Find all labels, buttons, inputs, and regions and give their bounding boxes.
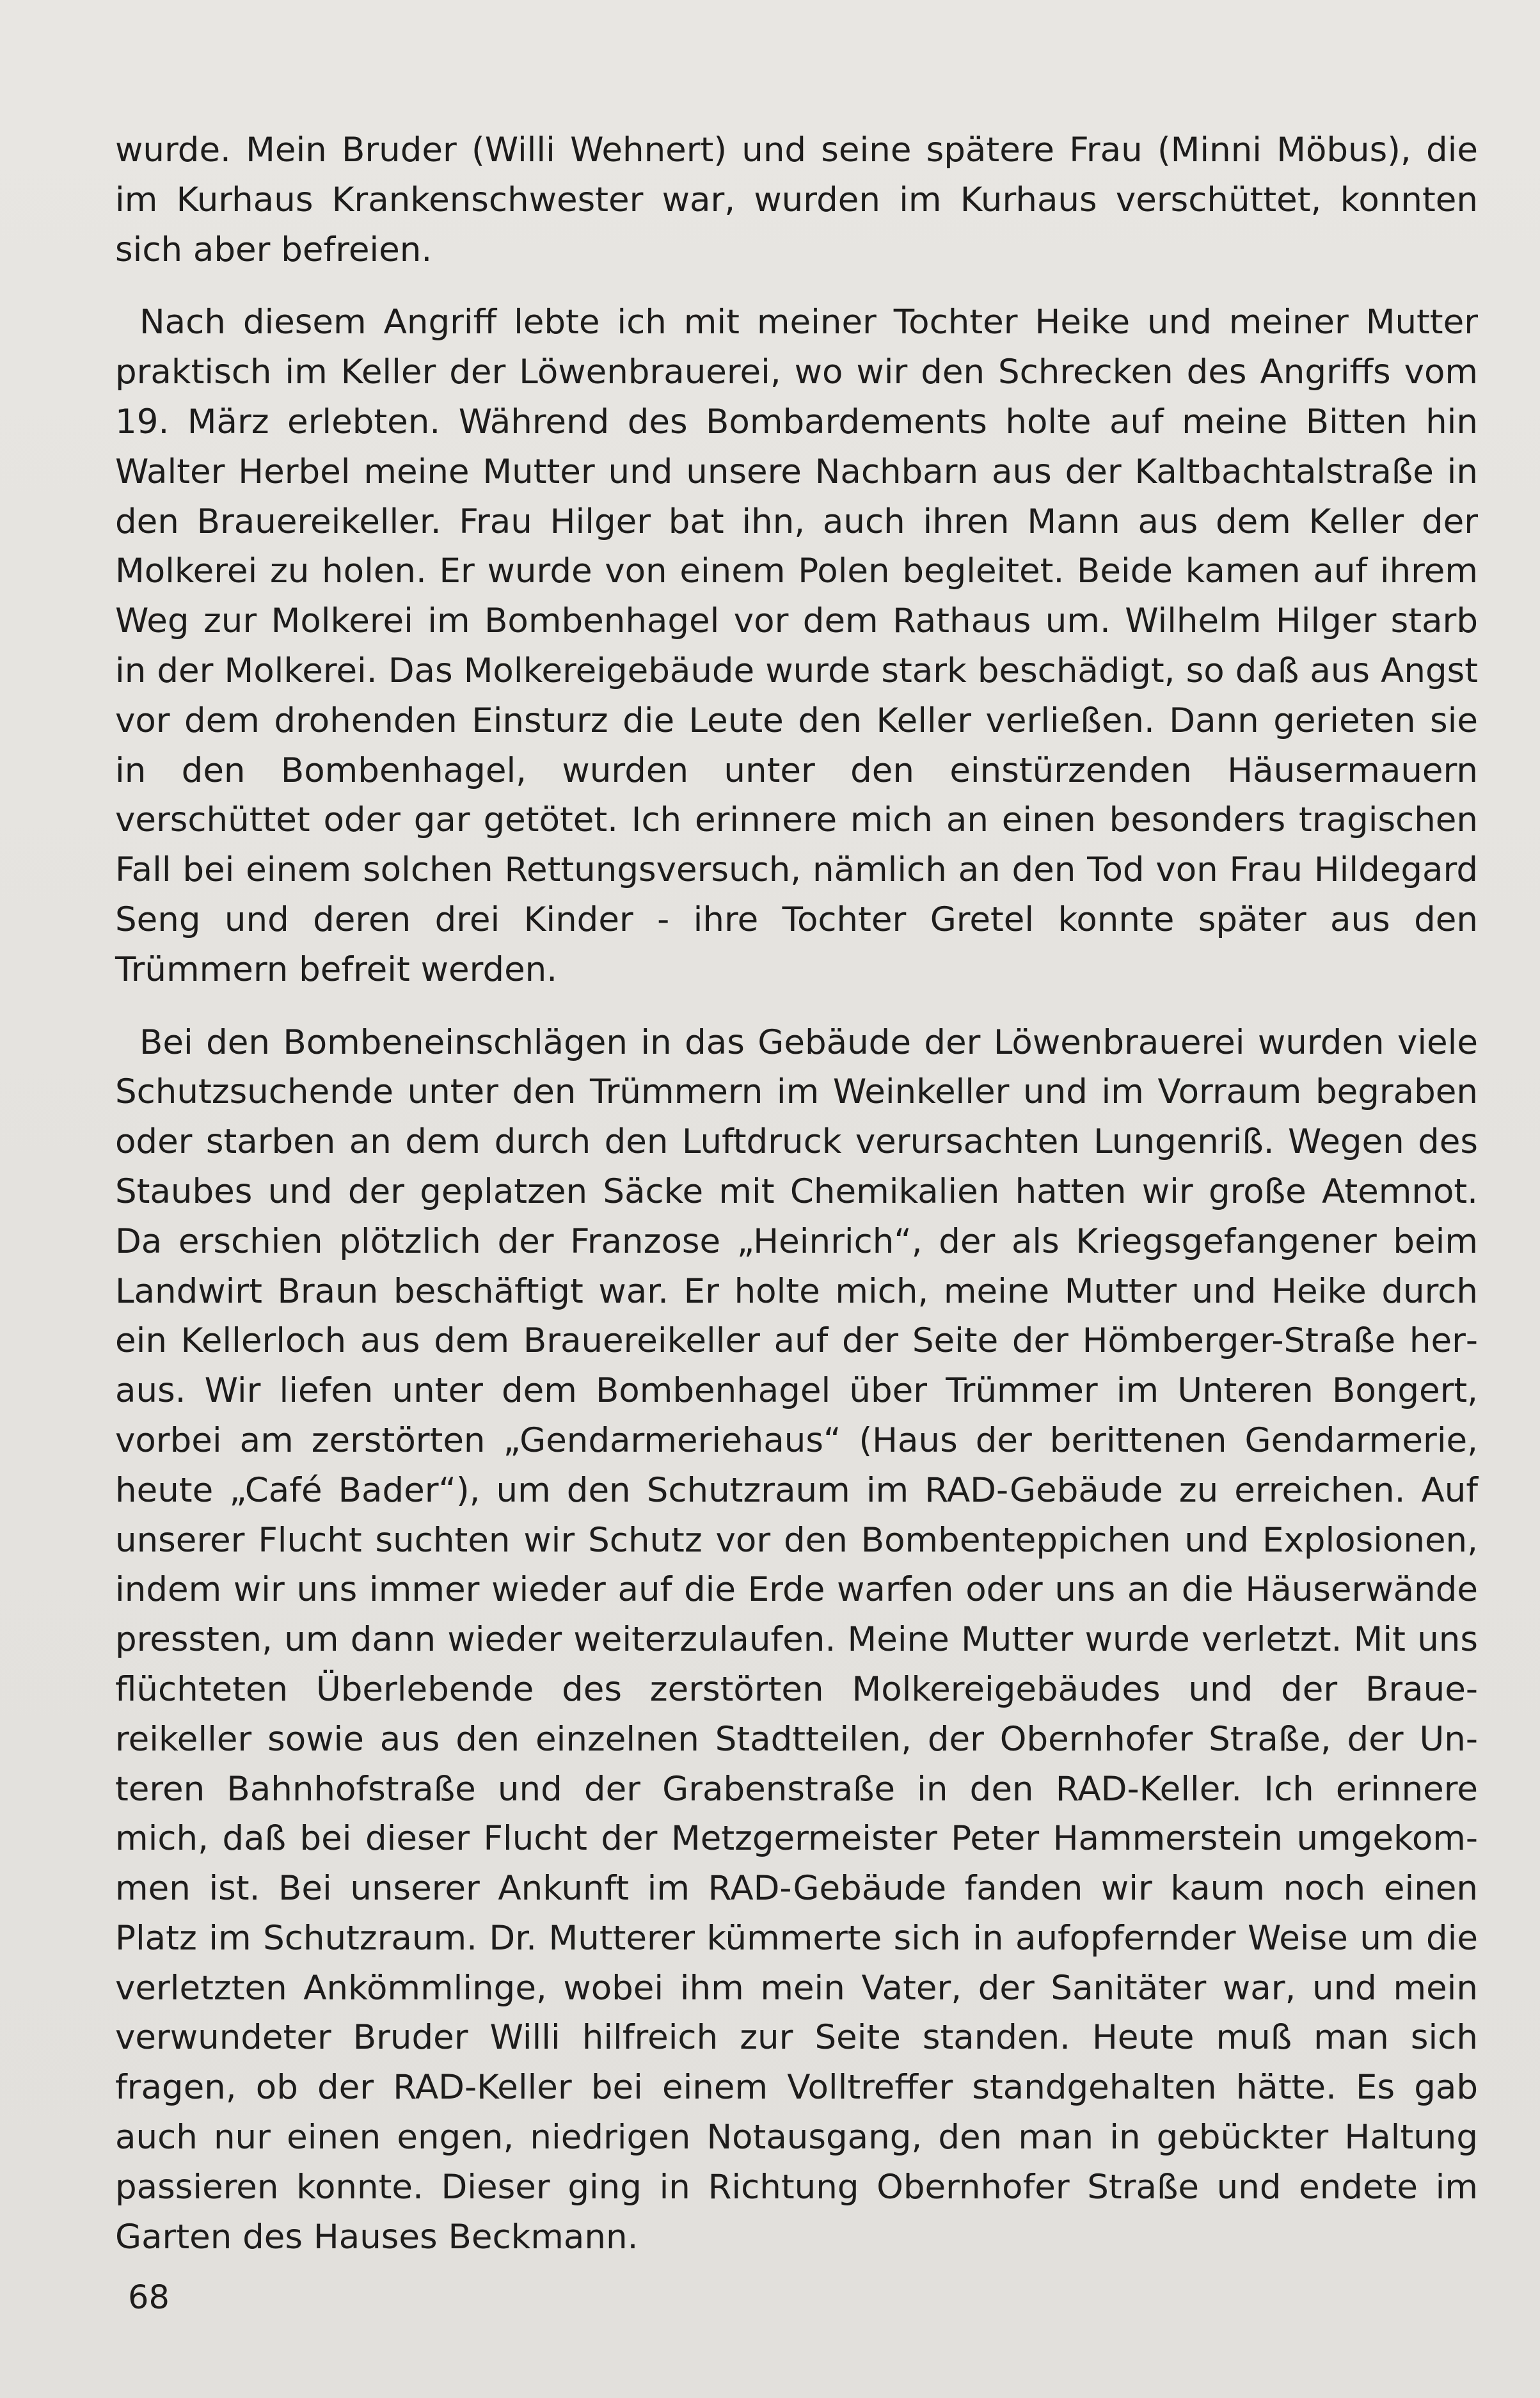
page-number: 68 [128,2279,170,2317]
body-text [115,125,1478,2262]
paragraph-escape-rad-bunker: Bei den Bombeneinschlägen in das Gebäude der Löwenbrauerei wurden viele Schutzsuchende unter den Trümmern im Weinkeller und im Vorraum begraben oder starben an dem durch den Luftdruck verursachten Lungenriß. Wegen des Staubes und der geplatzen Säcke mit Chemikalien hatten wir große Atemnot. Da erschien plötzlich der Franzose „Heinrich“, der als Kriegsgefangener beim Landwirt Braun beschäftigt war. Er holte mich, meine Mutter und Heike durch ein Kellerloch aus dem Brauereikeller auf der Seite der Hömberger-Straße heraus. Wir liefen unter dem Bombenhagel über Trümmer im Unteren Bongert, vorbei am zerstörten „Gendarmeriehaus“ (Haus der berittenen Gendarmerie, heute „Café Bader“), um den Schutzraum im RAD-Gebäude zu erreichen. Auf unserer Flucht suchten wir Schutz vor den Bombenteppichen und Explosionen, indem wir uns immer wieder auf die Erde warfen oder uns an die Häuserwände pressten, um dann wieder weiterzulaufen. Meine Mutter wurde verletzt. Mit uns flüchteten Überlebende des zerstörten Molkereigebäudes und der Brauereikeller sowie aus den einzelnen Stadtteilen, der Obernhofer Straße, der Unteren Bahnhofstraße und der Grabenstraße in den RAD-Keller. Ich erinnere mich, daß bei dieser Flucht der Metzgermeister Peter Hammerstein umgekommen ist. Bei unserer Ankunft im RAD-Gebäude fanden wir kaum noch einen Platz im Schutzraum. Dr. Mutterer kümmerte sich in aufopfernder Weise um die verletzten Ankömmlinge, wobei ihm mein Vater, der Sanitäter war, und mein verwundeter Bruder Willi hilfreich zur Seite standen. Heute muß man sich fragen, ob der RAD-Keller bei einem Volltreffer standgehalten hätte. Es gab auch nur einen engen, niedrigen Notausgang, den man in gebückter Haltung passieren konnte. Dieser ging in Richtung Obernhofer Straße und endete im Garten des Hauses Beckmann. [115,1022,1478,2257]
paragraph-cellar-refuge: Nach diesem Angriff lebte ich mit meiner Tochter Heike und meiner Mutter praktisch im Keller der Löwenbrauerei, wo wir den Schrecken des Angriffs vom 19. März erlebten. Während des Bombardements holte auf meine Bitten hin Walter Herbel meine Mutter und unsere Nachbarn aus der Kaltbachtalstraße in den Brauereikeller. Frau Hilger bat ihn, auch ihren Mann aus dem Keller der Molkerei zu holen. Er wurde von einem Polen begleitet. Beide kamen auf ihrem Weg zur Molkerei im Bombenhagel vor dem Rathaus um. Wilhelm Hilger starb in der Molkerei. Das Molkereigebäude wurde stark beschädigt, so daß aus Angst vor dem drohenden Einsturz die Leute den Keller verließen. Dann gerieten sie in den Bombenhagel, wurden unter den einstürzenden Häusermauern verschüttet oder gar getötet. Ich erinnere mich an einen besonders tragischen Fall bei einem solchen Rettungsversuch, nämlich an den Tod von Frau Hildegard Seng und deren drei Kinder - ihre Tochter Gretel konnte später aus den Trümmern befreit werden. [115,303,1478,989]
paragraph-continuation: wurde. Mein Bruder (Willi Wehnert) und seine spätere Frau (Minni Möbus), die im Kurhaus Krankenschwester war, wurden im Kurhaus verschüttet, konnten sich aber befreien. [115,131,1478,269]
